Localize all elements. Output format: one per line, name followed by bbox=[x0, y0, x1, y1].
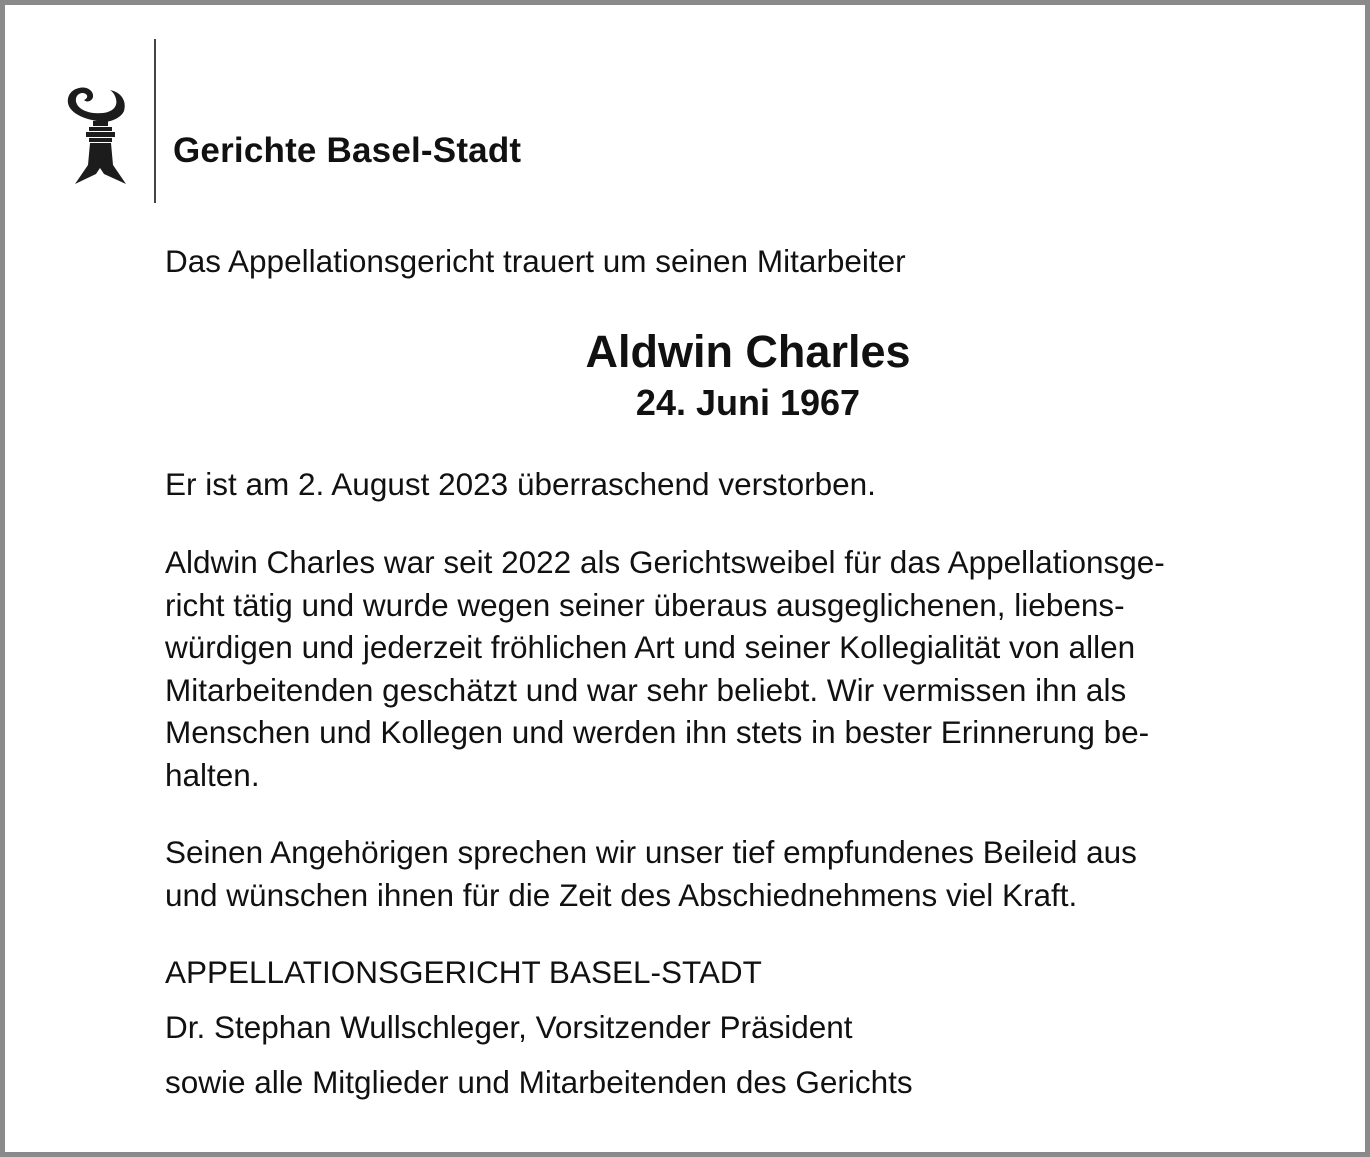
signature-president: Dr. Stephan Wullschleger, Vorsitzender Präsident bbox=[165, 1009, 853, 1045]
condolence-paragraph bbox=[165, 831, 1137, 916]
tribute-line: Mitarbeitenden geschätzt und war sehr beliebt. Wir vermissen ihn als bbox=[165, 671, 1127, 708]
signature-members: sowie alle Mitglieder und Mitarbeitenden des Gerichts bbox=[165, 1064, 913, 1100]
tribute-line: Menschen und Kollegen und werden ihn stets in bester Erinnerung be- bbox=[165, 714, 1150, 750]
tribute-line: würdigen und jederzeit fröhlichen Art und seiner Kollegialität von allen bbox=[165, 629, 1136, 665]
tribute-line: richt tätig und wurde wegen seiner überaus ausgeglichenen, liebens- bbox=[165, 586, 1125, 623]
deceased-name: Aldwin Charles bbox=[585, 326, 911, 377]
birth-date: 24. Juni 1967 bbox=[635, 382, 861, 423]
tribute-paragraph bbox=[165, 541, 1165, 796]
death-statement: Er ist am 2. August 2023 überraschend verstorben. bbox=[165, 466, 876, 502]
condolence-line: und wünschen ihnen für die Zeit des Abschiednehmens viel Kraft. bbox=[165, 876, 1078, 913]
basel-bishop-staff-icon bbox=[63, 85, 133, 189]
intro-text: Das Appellationsgericht trauert um seinen Mitarbeiter bbox=[165, 243, 906, 279]
condolence-line: Seinen Angehörigen sprechen wir unser tief empfundenes Beileid aus bbox=[165, 834, 1137, 870]
tribute-line: Aldwin Charles war seit 2022 als Gerichtsweibel für das Appellationsge- bbox=[165, 544, 1165, 580]
signature-organization: APPELLATIONSGERICHT BASEL-STADT bbox=[165, 954, 762, 990]
org-name: Gerichte Basel-Stadt bbox=[173, 131, 522, 170]
tribute-line: halten. bbox=[165, 756, 260, 793]
header-divider bbox=[154, 39, 156, 203]
